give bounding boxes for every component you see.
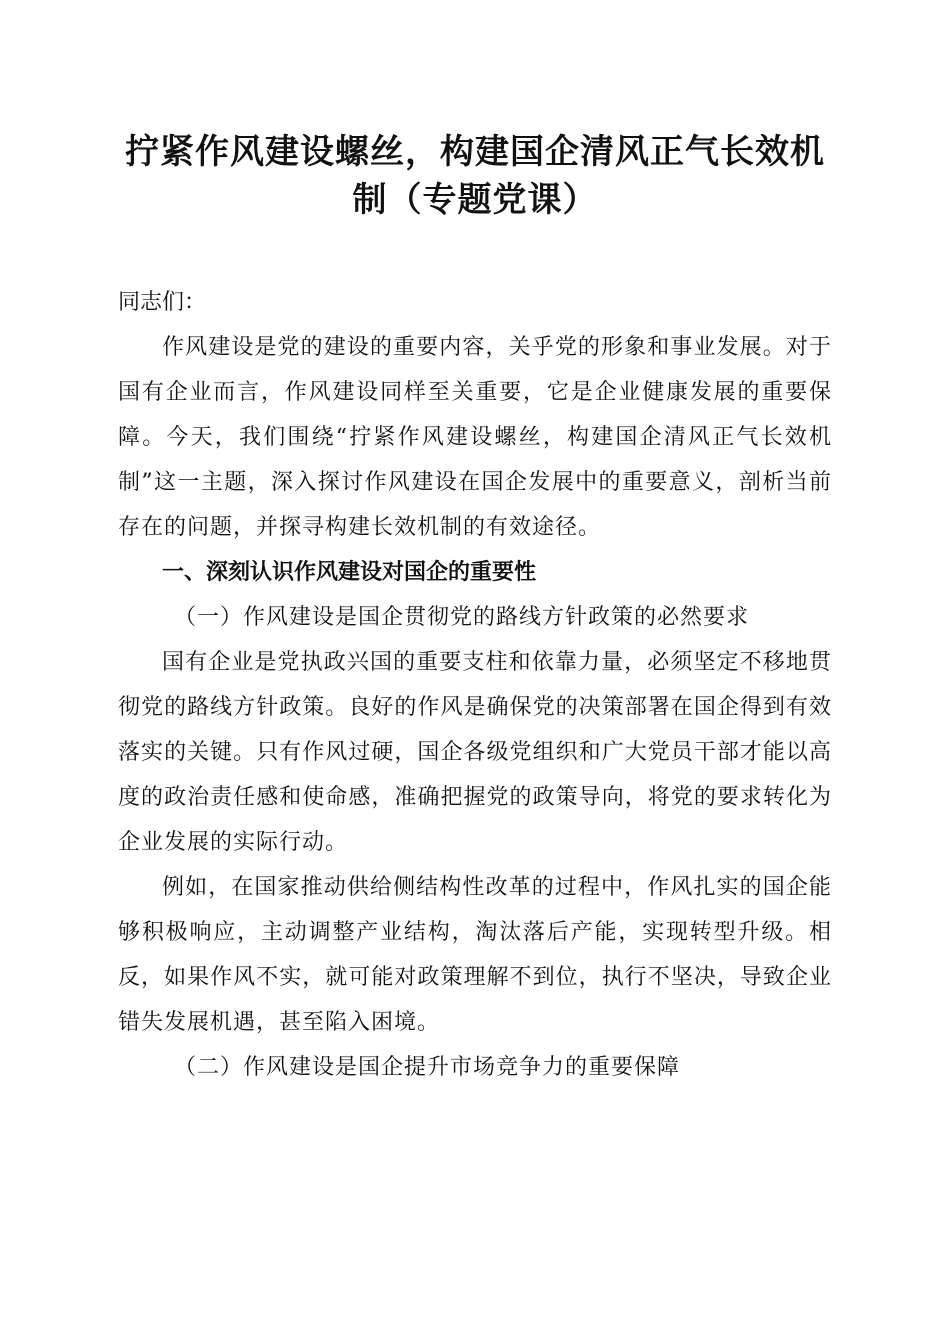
subsection-2-heading: （二）作风建设是国企提升市场竞争力的重要保障 xyxy=(174,1055,681,1080)
section-1-heading: 一、深刻认识作风建设对国企的重要性 xyxy=(162,560,537,585)
subsection-1-heading: （一）作风建设是国企贯彻党的路线方针政策的必然要求 xyxy=(174,605,750,630)
intro-paragraph: 作风建设是党的建设的重要内容，关乎党的形象和事业发展。对于国有企业而言，作风建设同样至关重要，它是企业健康发展的重要保障。今天，我们围绕“拧紧作风建设螺丝，构建国企清风正气长效机制”这一主题，深入探讨作风建设在国企发展中的重要意义，剖析当前存在的问题，并探寻构建长效机制的有效途径。 xyxy=(118,335,832,540)
subsection-1-paragraph-2: 例如，在国家推动供给侧结构性改革的过程中，作风扎实的国企能够积极响应，主动调整产业结构，淘汰落后产能，实现转型升级。相反，如果作风不实，就可能对政策理解不到位，执行不坚决，导致企业错失发展机遇，甚至陷入困境。 xyxy=(118,875,832,1035)
document-title: 拧紧作风建设螺丝，构建国企清风正气长效机制（专题党课） xyxy=(125,132,825,220)
subsection-1-paragraph-1: 国有企业是党执政兴国的重要支柱和依靠力量，必须坚定不移地贯彻党的路线方针政策。良好的作风是确保党的决策部署在国企得到有效落实的关键。只有作风过硬，国企各级党组织和广大党员干部才能以高度的政治责任感和使命感，准确把握党的政策导向，将党的要求转化为企业发展的实际行动。 xyxy=(118,650,832,855)
document-page xyxy=(118,128,832,1090)
salutation: 同志们： xyxy=(118,290,207,315)
